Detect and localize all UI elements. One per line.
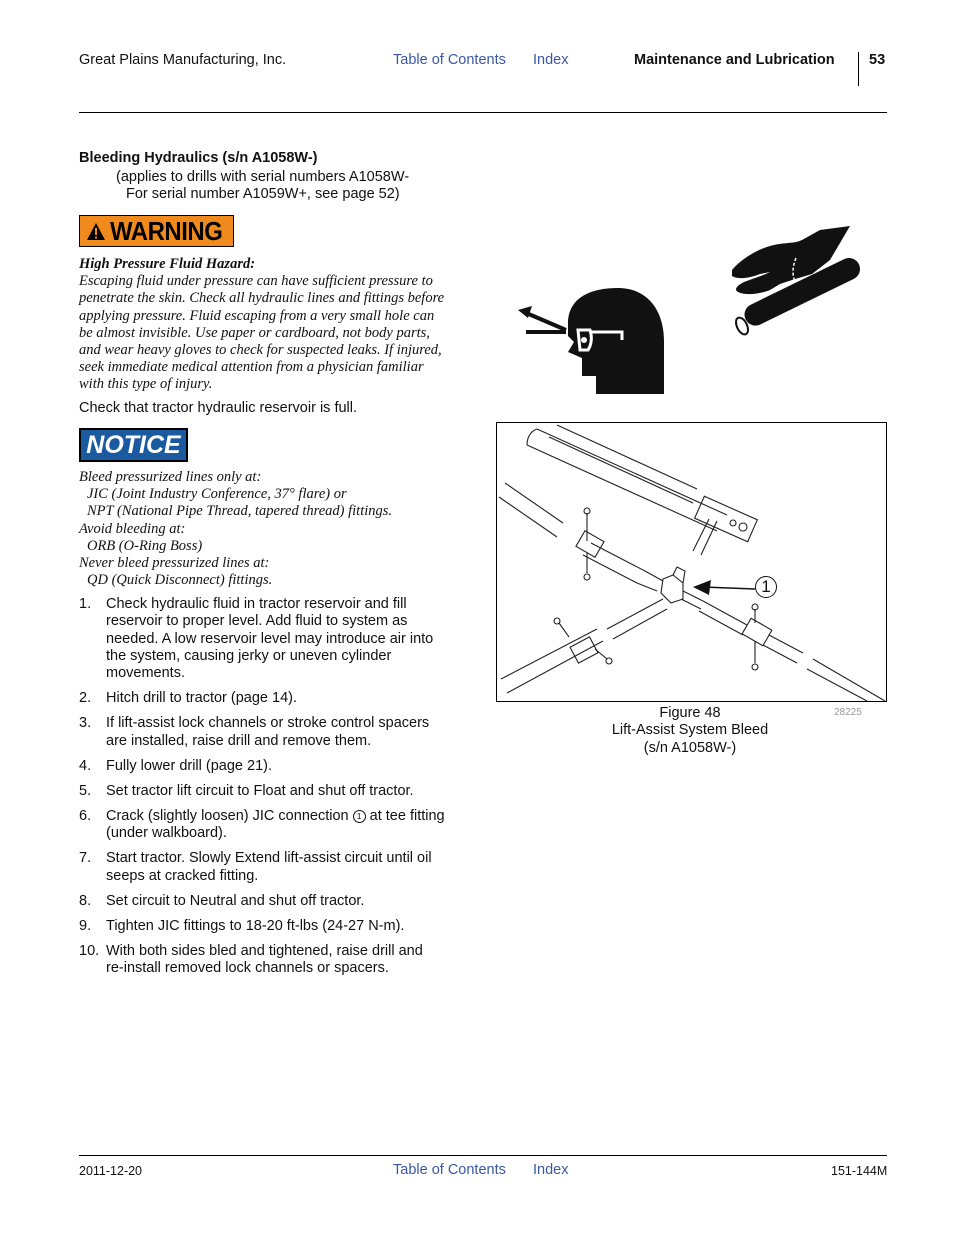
notice-line: NPT (National Pipe Thread, tapered thread) fittings. <box>87 503 393 520</box>
notice-line: ORB (O-Ring Boss) <box>87 537 203 554</box>
warning-badge <box>79 215 234 247</box>
section-title: Bleeding Hydraulics (s/n A1058W-) <box>79 150 318 166</box>
notice-line: QD (Quick Disconnect) fittings. <box>87 572 273 589</box>
warning-line: applying pressure. Fluid escaping from a very small hole can <box>79 307 435 324</box>
warning-line: Escaping fluid under pressure can have sufficient pressure to <box>79 273 433 290</box>
footer-toc-link[interactable]: Table of Contents <box>393 1162 506 1178</box>
list-item: 8. Set circuit to Neutral and shut off tractor. <box>79 892 365 909</box>
warning-line: with this type of injury. <box>79 376 213 393</box>
notice-line: Never bleed pressurized lines at: <box>79 555 270 572</box>
doc-number: 151-144M <box>831 1164 888 1178</box>
list-item: 5. Set tractor lift circuit to Float and shut off tractor. <box>79 782 414 799</box>
alert-triangle-icon <box>86 222 106 241</box>
callout-1-circle: 1 <box>755 576 777 598</box>
header-rule <box>79 112 887 113</box>
footer-index-link[interactable]: Index <box>533 1162 569 1178</box>
list-item: 9. Tighten JIC fittings to 18-20 ft-lbs (24-27 N-m). <box>79 917 405 934</box>
warning-heading: High Pressure Fluid Hazard: <box>79 256 256 272</box>
figure-serial: (s/n A1058W-) <box>643 739 737 756</box>
list-item: 4. Fully lower drill (page 21). <box>79 757 273 774</box>
warning-line: seek immediate medical attention from a physician familiar <box>79 359 424 376</box>
section-header: Maintenance and Lubrication <box>634 52 835 68</box>
header-divider <box>858 52 859 86</box>
callout-1-marker: 1 <box>353 810 366 823</box>
eye-protection-pictogram <box>518 286 666 400</box>
warning-line: and wear heavy gloves to check for suspected leaks. If injured, <box>79 342 442 359</box>
figure-48-image <box>496 422 887 702</box>
figure-number: Figure 48 <box>659 705 721 721</box>
header-toc-link[interactable]: Table of Contents <box>393 52 506 68</box>
figure-caption <box>590 705 790 757</box>
footer-rule <box>79 1155 887 1156</box>
pressure-hand-pictogram <box>730 224 865 340</box>
procedure-steps <box>79 596 479 985</box>
check-reservoir-text: Check that tractor hydraulic reservoir is full. <box>79 400 358 416</box>
serial-note-line1: (applies to drills with serial numbers A1058W- <box>116 169 410 185</box>
notice-line: Bleed pressurized lines only at: <box>79 469 262 485</box>
warning-line: be almost invisible. Use paper or cardboard, not body parts, <box>79 324 430 341</box>
list-item: 6. Crack (slightly loosen) JIC connection 1 at tee fitting (under walkboard). <box>79 807 445 842</box>
list-item: 3. If lift-assist lock channels or stroke control spacers are installed, raise drill and remove them. <box>79 715 430 749</box>
hydraulic-tee-fitting-diagram <box>497 423 886 701</box>
list-item: 1. Check hydraulic fluid in tractor reservoir and fill reservoir to proper level. Add fluid to system as needed. A low reservoir level may introduce air into the system, causing jerky or uneven cylinder movements. <box>79 596 434 682</box>
list-item: 7. Start tractor. Slowly Extend lift-assist circuit until oil seeps at cracked fitting. <box>79 850 432 884</box>
serial-note-line2: For serial number A1059W+, see page 52) <box>126 186 400 202</box>
company-name: Great Plains Manufacturing, Inc. <box>79 52 287 68</box>
warning-text <box>79 256 479 394</box>
header-index-link[interactable]: Index <box>533 52 569 68</box>
page-number: 53 <box>869 52 886 68</box>
image-number: 28225 <box>834 707 862 718</box>
list-item: 2. Hitch drill to tractor (page 14). <box>79 690 297 707</box>
warning-line: penetrate the skin. Check all hydraulic lines and fittings before <box>79 290 445 307</box>
warning-label: WARNING <box>110 215 223 246</box>
notice-text <box>79 469 479 589</box>
figure-title: Lift-Assist System Bleed <box>611 722 769 739</box>
notice-line: Avoid bleeding at: <box>79 520 186 537</box>
notice-line: JIC (Joint Industry Conference, 37° flare) or <box>87 486 347 503</box>
footer-date: 2011-12-20 <box>79 1164 143 1178</box>
list-item: 10. With both sides bled and tightened, raise drill and re-install removed lock channels or spacers. <box>79 942 423 977</box>
notice-badge <box>79 428 188 462</box>
notice-label: NOTICE <box>86 430 181 459</box>
